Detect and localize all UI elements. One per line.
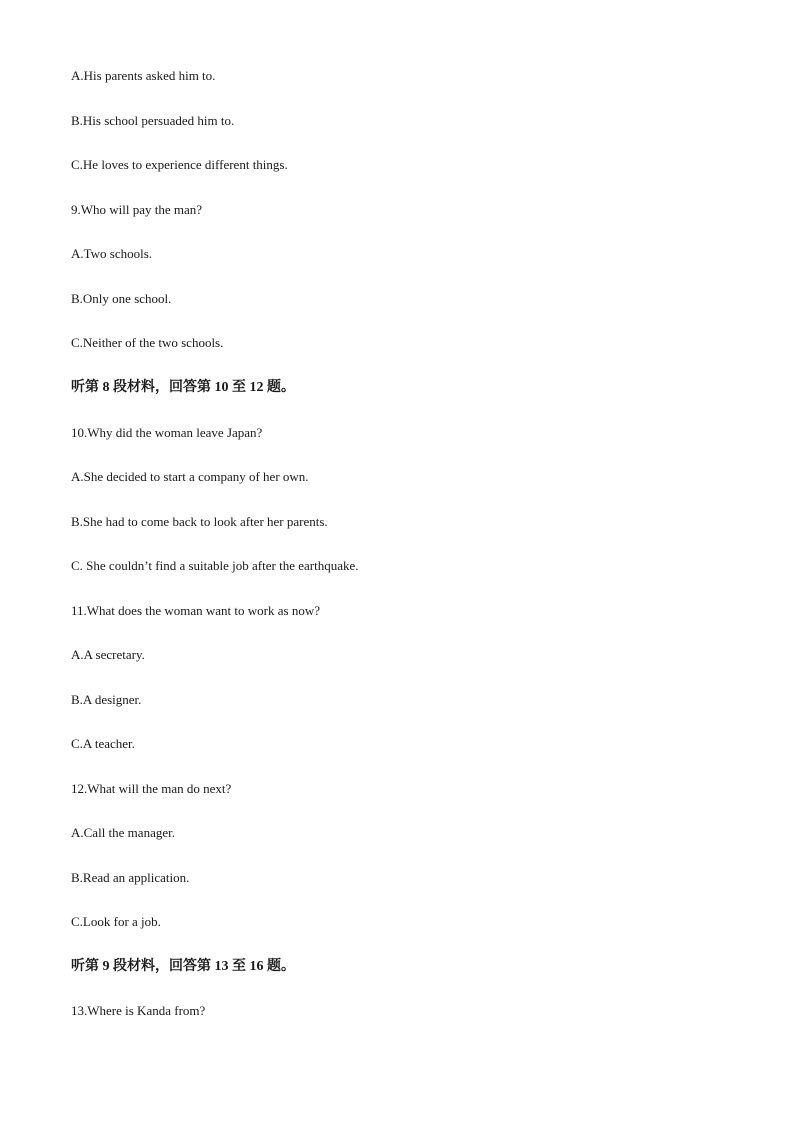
option-10c: C. She couldn’t find a suitable job after the earthquake. xyxy=(71,558,359,573)
question-12: 12.What will the man do next? xyxy=(71,781,232,796)
section-heading-9: 听第 9 段材料，回答第 13 至 16 题。 xyxy=(71,959,295,974)
question-10: 10.Why did the woman leave Japan? xyxy=(71,425,263,440)
option-12b: B.Read an application. xyxy=(71,870,190,885)
question-9: 9.Who will pay the man? xyxy=(71,202,203,217)
question-11: 11.What does the woman want to work as now? xyxy=(71,603,320,618)
option-12a: A.Call the manager. xyxy=(71,825,175,840)
option-9b: B.Only one school. xyxy=(71,291,172,306)
option-11c: C.A teacher. xyxy=(71,736,135,751)
option-12c: C.Look for a job. xyxy=(71,914,161,929)
question-13: 13.Where is Kanda from? xyxy=(71,1003,206,1018)
option-8a: A.His parents asked him to. xyxy=(71,68,216,83)
option-11b: B.A designer. xyxy=(71,692,142,707)
option-9a: A.Two schools. xyxy=(71,246,153,261)
option-11a: A.A secretary. xyxy=(71,647,145,662)
option-8c: C.He loves to experience different things. xyxy=(71,157,288,172)
option-8b: B.His school persuaded him to. xyxy=(71,113,235,128)
section-heading-8: 听第 8 段材料，回答第 10 至 12 题。 xyxy=(71,380,295,395)
option-9c: C.Neither of the two schools. xyxy=(71,335,224,350)
option-10b: B.She had to come back to look after her parents. xyxy=(71,514,328,529)
option-10a: A.She decided to start a company of her own. xyxy=(71,469,309,484)
